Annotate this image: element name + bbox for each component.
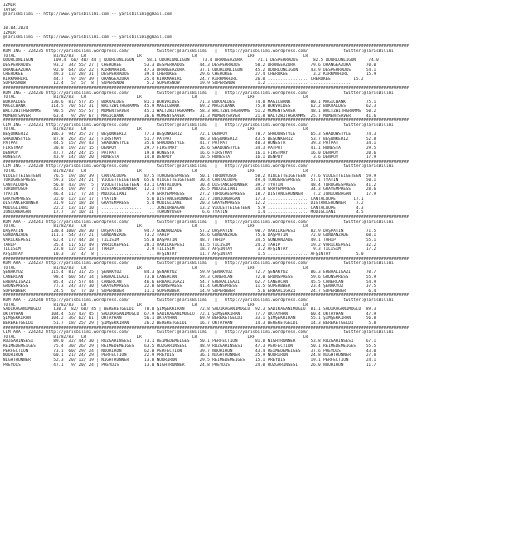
document-line: CANTALOUPE 56.8 43/ 19/ 5 | VIOLETTEIGETEEN 43.1 CANTALOUPE 30.4 DISTANCERUNNER 39.7 TYATIN 48.4 TOROGRESPRESS 41.2	[3, 182, 377, 187]
document-line: ERBAALIGAZI 85.4 21/ 57/ 44 | CANERCAN 46.6 ERBAALIGAZI 54.7 ERBAALIGAZI 62.7 CANERCAN 45.5 CANERCAN 54.9	[3, 279, 377, 284]
document-line: PREYDIS 47.1 9/ 20/ 24 | PREYDIS 13.0 NIGHTRUNNER 24.8 PREYDIS 24.0 RÜZGARINSESI 26.0 NOORIRON 11.7	[3, 362, 377, 367]
document-line: REIMEDEMEIGES 75.4 30/ 26/ 29 | REIMEDEMEIGES 63.5 RÜZGARINSESI 48.9 RÜZGARINSESI 47.3 PERFECTION 50.1 REIMEDEMEIGES 55.5	[3, 344, 377, 349]
document-line: TAYSR	[3, 7, 16, 12]
document-line: ORANGEAZURA 92.0 64/ 16/ 22 | KIRKMAHIRL 47.3 ORANGEAZURA 37.1 ÜDÜRLÜNLIĞÜN 45.2 ÜDÜRLÜNLIĞÜN 43.9 DESPERRADOS 54.1	[3, 67, 377, 72]
document-line: PATPAT 44.5 15/ 29/ 43 | SHADOWSTYLE 35.6 SHADOWSTYLE 41.7 PATPAT 40.3 HONESTA 39.3 PATPAT 34.1	[3, 141, 377, 146]
document-line: BOKVALDES 130.6 81/ 57/ 35 | BOKVALDES 81.1 BOKVALDES 71.3 BOKVALDES 74.8 MAGICBANK 80.1 MAGICBANK 75.1	[3, 99, 377, 104]
document-line: CIM ING - 224238 http://yarisbilimi.wordpress.com/ twitter:@TarisBilimi | http://yarisbilimi.wordpress.com/ twitter:@TarisBilimi	[3, 164, 394, 169]
document-line: #################################################################################################################################################################	[3, 118, 409, 123]
document-line: TOTAL 81/82/83 LR LR LR LRF LR	[3, 334, 309, 339]
document-line: TILISIM 23.8 12/ 15/ 13 | TAHIP 2.9 TILISIM 18.7 AFŞINTAY 3.2 AFŞINTAY 9.3 TILISIM 17.2	[3, 247, 377, 252]
document-line: WALTZWITHGRAMMS 90.5 29/ 55/ 57 | MOMENTSAVER 45.1 WALTZWITHGRAMMS 58.3 WALTZWITHGRAMMS 51.2 MOMENTSAVER 48.1 WALTZWITHGRAMMS 50.2	[3, 109, 377, 114]
document-line: SUPERSNOW 12.4 5/ 5/ 8 | SUPERSNOW 5.2 SUPERSNOW 19.9 SUPERSNOW 1.2 ................ ................	[3, 81, 351, 86]
document-line: KIRKMAHIRL 44.7 9/ 19/ 39 | ORANGEAZURA 25.4 KIRKMAHIRL 24.7 KIRKMAHIRL 26.0 ................ CHEROKEE 15.2	[3, 76, 364, 81]
document-line: IZMIR	[3, 3, 16, 7]
document-line: TOTAL 81/82/83 LR LR LR LRF LR	[3, 95, 309, 100]
document-line: SHADOWSTYLE 87.8 26/ 35/ 32 | FIRSTMAY 51.7 PATPAT 48.3 BEŞONKERIZ 43.5 BEŞONKERIZ 53.7 BEŞONKERIZ 52.8	[3, 136, 377, 141]
document-line: RÜZGARINSESI 89.0 32/ 44/ 30 | RÜZGARINSESI 73.1 REIMEDEMEIGES 50.1 PERFECTION 81.8 NIGHTRUNNER 53.8 RÜZGARINSESI 67.1	[3, 339, 377, 344]
document-line: DAŞPATIN 130.4 100/ 28/ 30 | DAŞPATIN 94.7 GÜNDANZADE 57.2 DAŞPATIN 90.7 VARILKEPESI 82.9 DAŞPATIN 71.5	[3, 228, 377, 233]
document-line: SADIKAĞANIMOĞLU 130.3 82/ 60/ 45 | BEREKETGELDI 78.8 ŞİMŞEKKIRAN 72.8 SADIKAĞANIMOĞLU 92.3 SADIKAĞANIMOĞLU 81.1 SADIKAĞANIMOĞLU 89.3	[3, 307, 377, 312]
document-line: ŞİMŞEKKIRAN 104.2 36/ 62/ 61 | OKTAYHAN 56.1 OKTAYHAN 69.9 BEREKETGELDI 33.1 ŞİMŞEKKIRAN 55.1 ŞİMŞEKKIRAN 56.8	[3, 316, 377, 321]
document-line: TOTAL 81/82/83 LR LR LR LRF LR	[3, 53, 309, 58]
document-line: CIM ARA - 224242 http://yarisbilimi.wordpress.com/ twitter:@TarisBilimi | http://yarisbilimi.wordpress.com/ twitter:@TarisBilimi	[3, 330, 394, 335]
document-line: DISTANCERUNNER 31.9 12/ 18/ 18 | GRAYEMPRESS 5.4 MODIGLIANI 20.3 GRAYEMPRESS 12.2 ................ DISTANCERUNNER 7.2	[3, 201, 364, 206]
document-line: DESPERRADOS 93.2 34/ 55/ 27 | CHEROKEE 53.3 DESPERRADOS 44.3 DESPERRADOS 58.2 ORANGEAZURA 79.6 ORANGEAZURA 70.0	[3, 62, 377, 67]
document-line: JUNIORBAGAN 17.7 3/ 10/ 11 | ................ .. TORUNYUSUF 6.6 TYATIN 1.4 ................ MODIGLIANI 4.5	[3, 210, 364, 215]
document-line: AFŞINTAY 10.3 3/ 4/ 8 | ................ .. AFŞINTAY 11.7 AFŞINTAY 1.5 ................ AFŞINTAY 5.0	[3, 251, 364, 256]
document-line: IZMIR	[3, 30, 16, 35]
document-line: TOTAL 81/82/83 LR LR LR LRF LR	[3, 265, 309, 270]
document-line: 10.04.2024	[3, 26, 29, 31]
document-line: VIOLETTEIGETEEN 76.5 19/ 18/ 39 | CANTALOUPE 87.5 TOROGRESPRESS 50.1 TORUNYUSUF 58.2 VIOLETTEIGETEEN 77.6 VIOLETTEIGETEEN 59.9	[3, 173, 377, 178]
document-line: KUM ARA - 224241 http://yarisbilimi.wordpress.com/ twitter:@TarisBilimi | http://yarisbilimi.wordpress.com/ twitter:@TarisBilimi	[3, 219, 394, 224]
document-line: DENPOY 47.7 24/ 24/ 15 | PATPAT 19.8 HONESTA 16.6 FIRSTMAY 16.1 FIRSTMAY 16.0 DENPOY 20.6	[3, 150, 377, 155]
document-line: TORUNYUSUF 42.4 19/ 39/ 7 | DISTANCERUNNER 12.1 TYATIN 26.5 MODIGLIANI 34.4 GRAYEMPRESS 34.3 GRAYEMPRESS 28.6	[3, 187, 377, 192]
document-line: TAHIP 35.4 11/ 51/ 49 | VARILKEPESI 28.1 VARILKEPESI 41.5 TILISIM 24.2 TAHIP 19.2 VARILKEPESI 32.2	[3, 242, 377, 247]
document-line: VARILKEPESI 62.4 17/ 44/ 18 | TILISIM 55.0 DAŞPATIN 48.7 TAHIP 34.5 GÜNDANZADE 49.1 TAHIP 55.1	[3, 238, 377, 243]
document-line: TOTAL 81/82/83 LR LR LR LRF LR	[3, 302, 309, 307]
document-line: @TarisBilimi -- http://www.yarisbilimi.com -- yarisbilimi@gmail.com	[3, 12, 172, 17]
document-line: KUM ARA - 224240 http://yarisbilimi.wordpress.com/ twitter:@TarisBilimi | http://yarisbilimi.wordpress.com/ twitter:@TarisBilimi	[3, 298, 394, 302]
document-line: #################################################################################################################################################################	[3, 325, 409, 330]
document-line: PERFECTION 73.1 60/ 29/ 24 | NOORIRON 62.0 PERFECTION 39.7 NOORIRON 43.4 REIMEDEMEIGES 37.6 PREYDIS 43.0	[3, 348, 377, 353]
document-line: BEŞONKERIZ 106.3 94/ 35/ 27 | BEŞONKERIZ 77.3 BEŞONKERIZ 72.1 DENPOY 70.7 SHADOWSTYLE 65.3 SHADOWSTYLE 74.3	[3, 132, 377, 137]
document-line: NOORIRON 60.1 21/ 24/ 29 | PERFECTION 22.9 PREYDIS 36.1 NIGHTRUNNER 25.9 NOORIRON 24.8 NIGHTRUNNER 27.8	[3, 353, 377, 358]
document-line: NIGHTRUNNER 52.3 20/ 12/ 19 | NIGHTRUNNER 13.8 NOORIRON 29.5 REIMEDEMEIGES 15.1 PREYDIS 19.1 PERFECTION 24.1	[3, 357, 377, 362]
document-line: FIRSTMAY 30.8 19/ 23/ 15 | DENPOY 29.7 FIRSTMAY 26.6 SHADOWSTYLE 34.3 PATPAT 41.1 HONESTA 29.5	[3, 145, 377, 150]
document-line: MOMENTSAVER 63.4 9/ 29/ 67 | MAGICBANK 36.6 MOMENTSAVER 31.3 MOMENTSAVER 21.8 WALTZWITHGRAMMS 25.7 MOMENTSAVER 41.6	[3, 113, 377, 118]
document-line: SUPERBBER 24.5 6/ 7/ 10 | SUPERBBER 11.1 SUPERBBER 14.9 SUPERBBER 5.6 ERBAALIGAZI 24.7 SUPERBBER 6.4	[3, 288, 377, 293]
document-line: GRAYEMPRESS 32.0 12/ 13/ 17 | TYATIN 5.8 DISTANCERUNNER 22.7 JUNIORBAGAN 17.3 ................ CANTALOUPE 17.1	[3, 196, 364, 201]
document-line: @TarisBilimi -- http://www.yarisbilimi.com -- yarisbilimi@gmail.com	[3, 35, 172, 40]
document-line: ÜDÜRLÜNLIĞÜN 109.4 66/ 40/ 44 | ÜDÜRLÜNLIĞÜN 58.1 ÜDÜRLÜNLIĞÜN 73.4 ORANGEAZURA 71.1 DESPERRADOS 82.5 ÜDÜRLÜNLIĞÜN 74.0	[3, 58, 379, 63]
document-line: HONESTA 43.9 14/ 10/ 20 | HONESTA 14.8 DENPOY 10.5 HONESTA 16.1 DENPOY 3.6 DENPOY 17.9	[3, 155, 377, 160]
document-line: #################################################################################################################################################################	[3, 215, 409, 220]
document-line: #################################################################################################################################################################	[3, 293, 409, 298]
document-line: MAGICBANK 114.5 70/ 51/ 31 | WALTZWITHGRAMMS 45.9 MAGICBANK 69.2 MAGICBANK 75.8 BOKVALDES 62.2 BOKVALDES 62.3	[3, 104, 377, 109]
document-line: MODIGLIANI 22.2 13/ 11/ 10 | ................ .. JUNIORBAGAN 13.2 VIOLETTEIGETEEN 5.9 ................ CANTALOUPE 4.3	[3, 205, 364, 210]
document-line: ŞENAKYÜZ 115.4 81/ 31/ 25 | ŞENAKYÜZ 84.3 ŞENAKYÜZ 59.9 ŞENAKYÜZ 72.7 ŞENAKYÜZ 86.3 ERBAALIGAZI 70.7	[3, 270, 377, 275]
document-line: #################################################################################################################################################################	[3, 159, 409, 164]
document-line: CANERCAN 98.4 60/ 54/ 14 | ERBAALIGAZI 73.0 CANERCAN 59.3 CANERCAN 72.0 GRONSPRESS 59.6 GRONSPRESS 55.9	[3, 274, 377, 279]
document-line: TOROGRESPRESS 59.3 16/ 24/ 21 | VIOLETTEIGETEEN 65.6 VIOLETTEIGETEEN 30.4 CANTALOUPE 49.4 TOROGRESPRESS 57.1 TYATIN 50.1	[3, 178, 377, 183]
document-line: TYATIN 46.4 11/ 7/ 24 | MODIGLIANI 7.9 GRAYEMPRESS 27.2 TOROGRESPRESS 18.7 DISTANCERUNNER 7.2 JUNIORBAGAN 17.9	[3, 191, 377, 196]
document-line: CHEROKEE 49.3 13/ 28/ 31 | DESPERRADOS 39.4 CHEROKEE 29.6 CHEROKEE 27.4 CHEROKEE 3.2 KIRKMAHIRL 15.9	[3, 72, 377, 77]
document-line: TOTAL 81/82/83 LR LR LR LRF LR	[3, 224, 309, 229]
document-line: KUM ING - 224235 http://yarisbilimi.wordpress.com/ twitter:@TarisBilimi | http://yarisbilimi.wordpress.com/ twitter:@TarisBilimi	[3, 49, 394, 54]
document-line: TOTAL 81/82/83 LR LR LR LRF LR	[3, 127, 309, 132]
document-line: KUM ARA - 224237 http://yarisbilimi.wordpress.com/ twitter:@TarisBilimi | http://yarisbilimi.wordpress.com/ twitter:@TarisBilimi	[3, 261, 394, 266]
document-line: KUM ING - 224236 http://yarisbilimi.wordpress.com/ twitter:@TarisBilimi | http://yarisbilimi.wordpress.com/ twitter:@TarisBilimi	[3, 90, 394, 95]
document-line: GRONSPRESS 77.3 24/ 37/ 30 | GRAYEMPRESS 22.8 GRONSPRESS 41.4 GRONSPRESS 11.5 SUPERBBER 23.4 ŞENAKYÜZ 37.5	[3, 284, 377, 289]
document-line: CIM ING - 224231 http://yarisbilimi.wordpress.com/ twitter:@TarisBilimi | http://yarisbilimi.wordpress.com/ twitter:@TarisBilimi	[3, 122, 394, 127]
document-line: #################################################################################################################################################################	[3, 256, 409, 261]
document-line: GÜNDANZADE 111.1 54/ 37/ 21 | GÜNDANZADE 73.2 TAHIP 56.6 GÜNDANZADE 75.6 DAŞPATIN 72.0 GÜNDANZADE 60.1	[3, 233, 377, 238]
document-line: #################################################################################################################################################################	[3, 85, 409, 90]
document-line: BEREKETGELDI 51.7 18/ 25/ 29 | ŞİMŞEKKIRAN 26.2 BEREKETGELDI 16.7 OKTAYHAN 14.3 BEREKETGELDI 14.3 BEREKETGELDI 5.8	[3, 321, 377, 326]
document-line: TOTAL 81/82/83 LR LR LR LRF LR	[3, 168, 309, 173]
document-line: OKTAYHAN 104.4 53/ 43/ 45 | SADIKAĞANIMOĞLU 67.9 SADIKAĞANIMOĞLU 72.1 ŞİMŞEKKIRAN 77.7 OKTAYHAN 60.4 OKTAYHAN 47.9	[3, 311, 377, 316]
document-line: #################################################################################################################################################################	[3, 44, 409, 49]
